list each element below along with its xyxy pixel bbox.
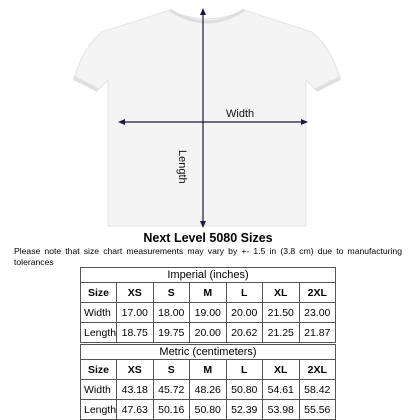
header-cell: XL [263,360,300,380]
table-row [81,380,336,400]
table-cell: 45.72 [153,380,190,400]
header-cell: 2XL [299,360,336,380]
table-cell: 50.16 [153,400,190,420]
table-cell: 55.56 [299,400,336,420]
table-cell: 43.18 [117,380,154,400]
table-cell: 21.87 [299,323,336,343]
width-label: Width [226,108,255,120]
table-cell: 53.98 [263,400,300,420]
table-cell: 20.00 [190,323,227,343]
header-cell: M [190,283,227,303]
imperial-table [80,267,336,343]
imperial-caption: Imperial (inches) [80,267,336,282]
tolerance-note: Please note that size chart measurements may vary by +- 1.5 in (3.8 cm) due to manufacturing tolerances [14,246,402,267]
length-label: Length [176,150,188,184]
row-label: Length [81,400,117,420]
table-cell: 23.00 [299,303,336,323]
table-cell: 48.26 [190,380,227,400]
header-cell: Size [81,360,117,380]
table-header-row [81,360,336,380]
table-row [81,323,336,343]
table-cell: 21.50 [263,303,300,323]
header-cell: XS [117,283,154,303]
header-cell: M [190,360,227,380]
header-cell: S [153,360,190,380]
row-label: Width [81,303,117,323]
table-row [81,303,336,323]
header-cell: Size [81,283,117,303]
row-label: Length [81,323,117,343]
table-cell: 52.39 [226,400,263,420]
table-header-row [81,283,336,303]
header-cell: 2XL [299,283,336,303]
header-cell: L [226,283,263,303]
table-cell: 21.25 [263,323,300,343]
table-cell: 47.63 [117,400,154,420]
table-cell: 58.42 [299,380,336,400]
table-cell: 20.62 [226,323,263,343]
header-cell: XS [117,360,154,380]
table-row [81,400,336,420]
table-cell: 19.00 [190,303,227,323]
metric-table [80,344,336,420]
table-cell: 54.61 [263,380,300,400]
tshirt-shape [74,10,340,226]
metric-caption: Metric (centimeters) [80,344,336,359]
table-cell: 17.00 [117,303,154,323]
table-cell: 18.00 [153,303,190,323]
table-cell: 50.80 [190,400,227,420]
header-cell: L [226,360,263,380]
table-cell: 50.80 [226,380,263,400]
table-cell: 19.75 [153,323,190,343]
row-label: Width [81,380,117,400]
table-cell: 18.75 [117,323,154,343]
size-chart-title: Next Level 5080 Sizes [143,231,273,245]
header-cell: XL [263,283,300,303]
header-cell: S [153,283,190,303]
table-cell: 20.00 [226,303,263,323]
